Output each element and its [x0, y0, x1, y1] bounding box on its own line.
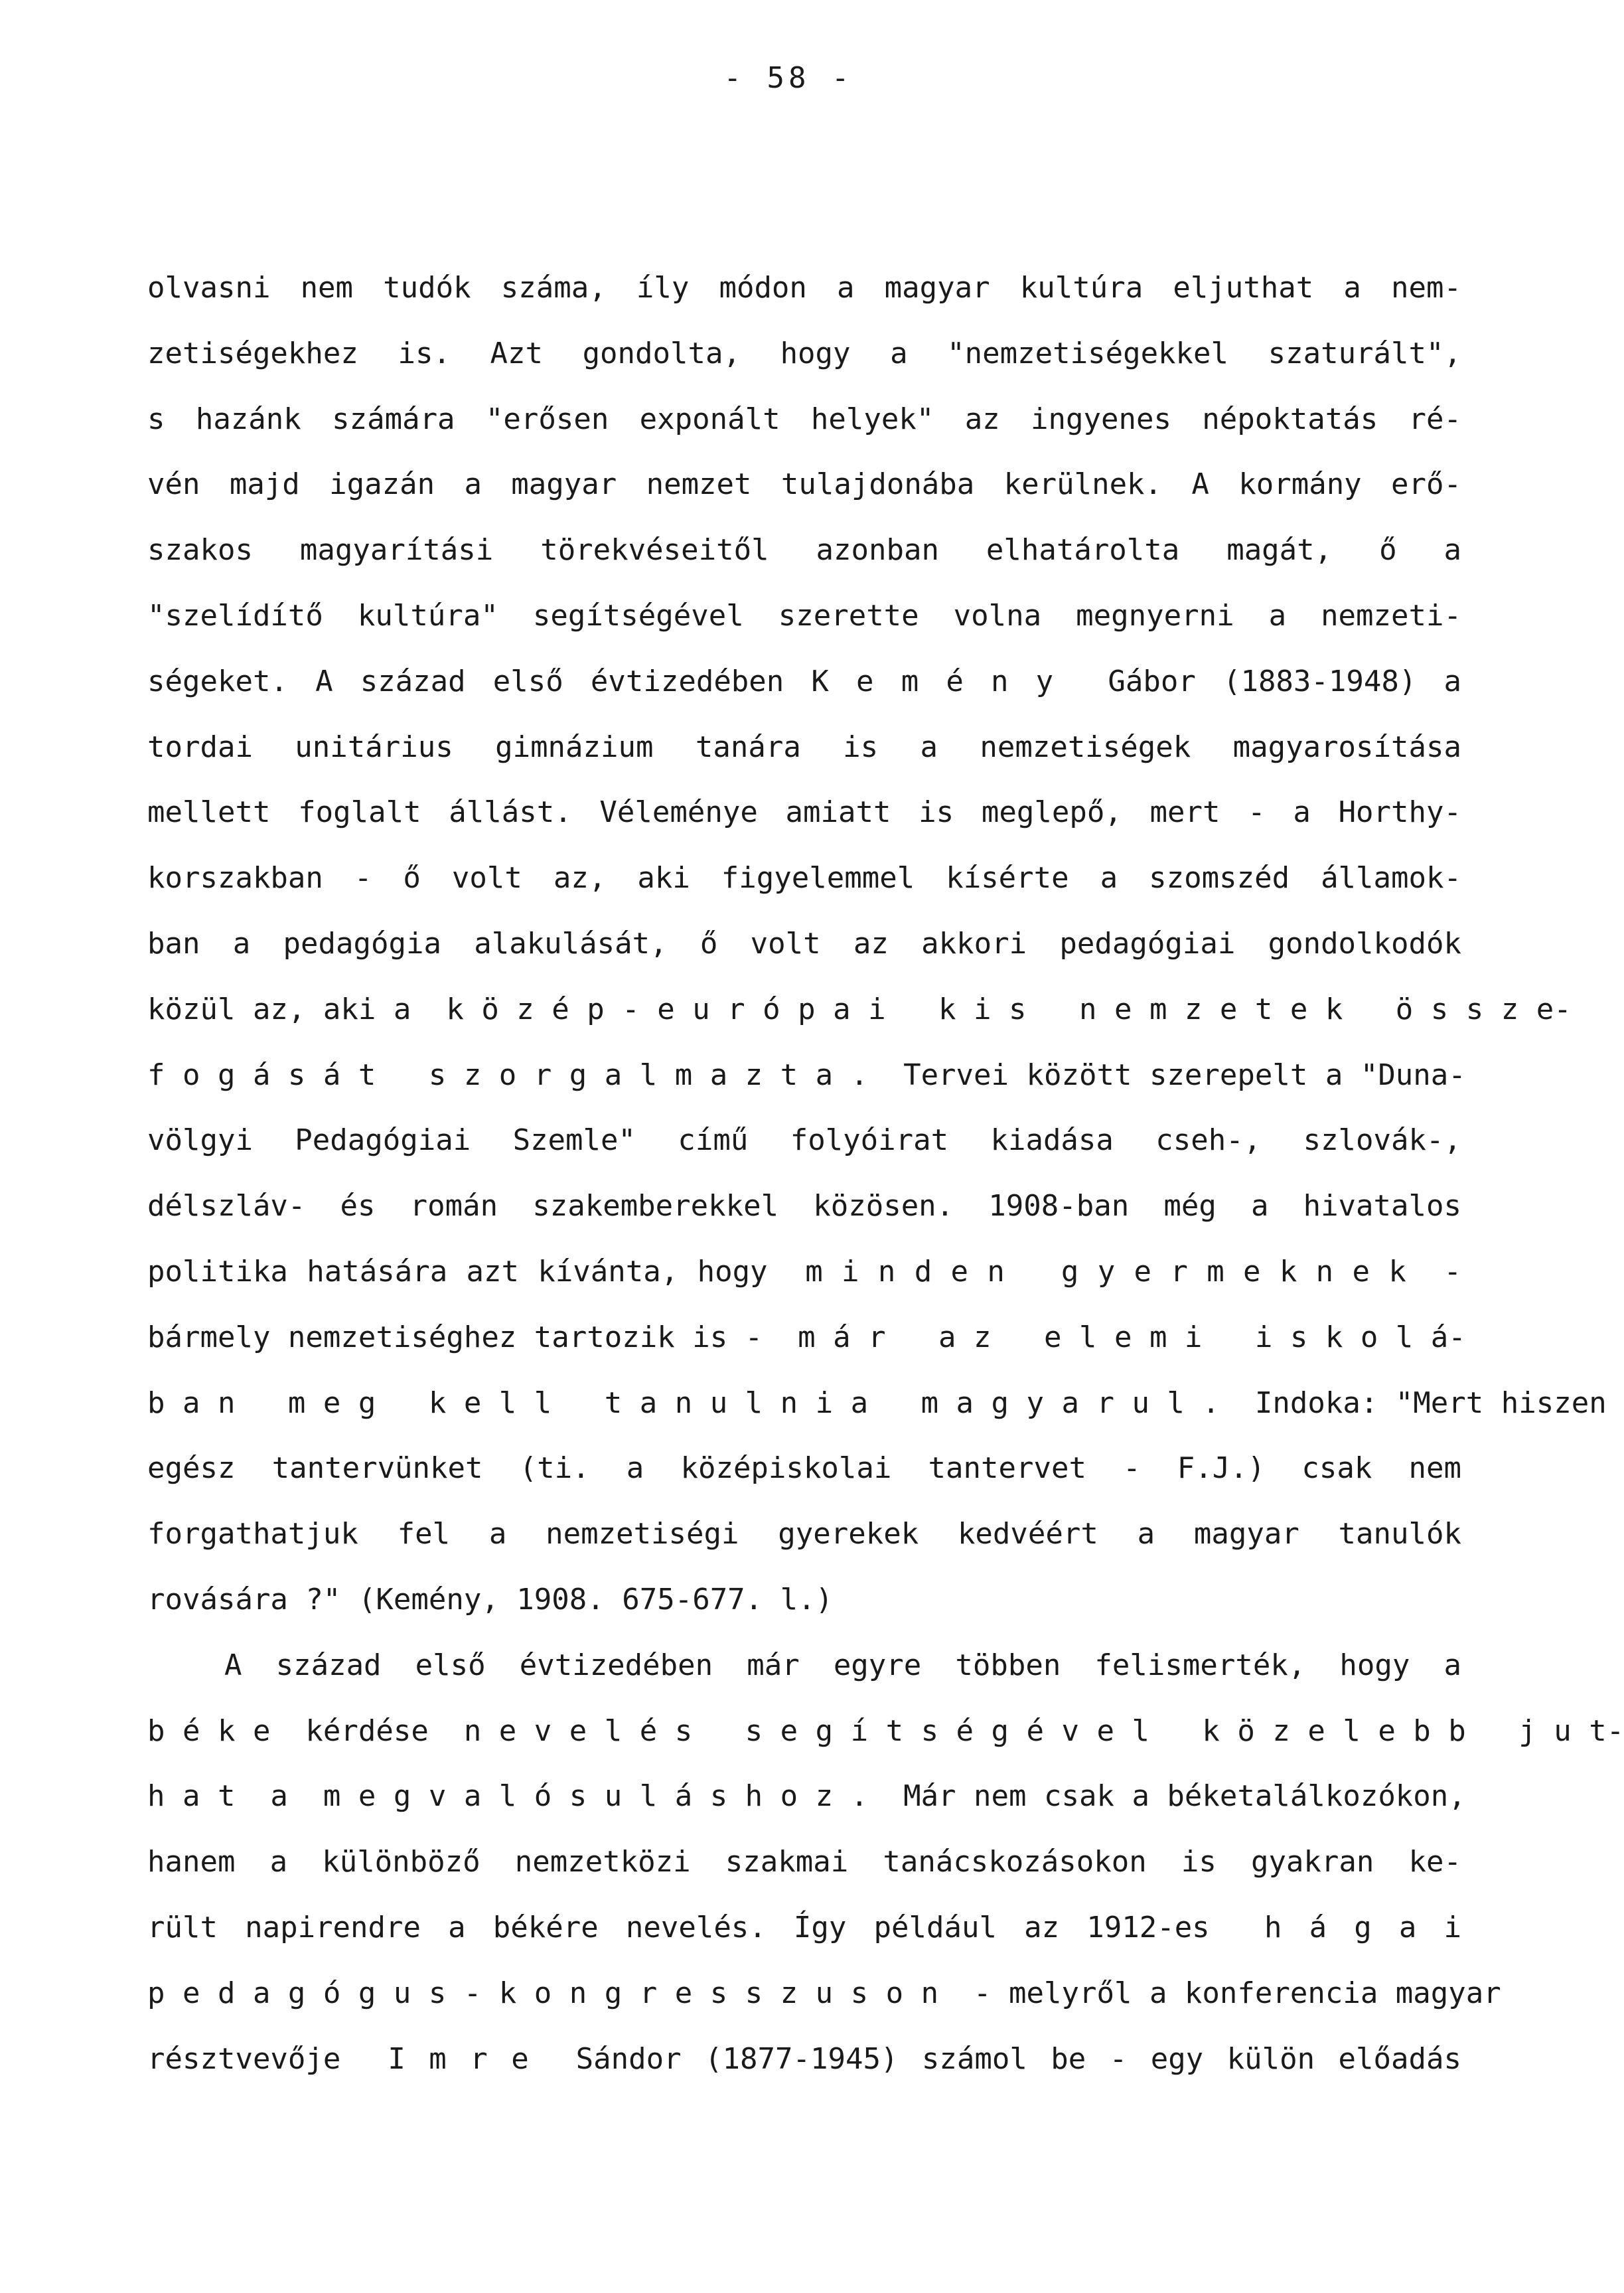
text-line: b é k e kérdése n e v e l é s s e g í t s é g é v e l k ö z e l e b b j u t- — [147, 1713, 1624, 1748]
text-line: völgyi Pedagógiai Szemle" című folyóirat kiadása cseh-, szlovák-, — [147, 1123, 1461, 1158]
text-line: szakos magyarítási törekvéseitől azonban elhatárolta magát, ő a — [147, 533, 1461, 568]
text-line: korszakban - ő volt az, aki figyelemmel kísérte a szomszéd államok- — [147, 861, 1461, 896]
text-line: mellett foglalt állást. Véleménye amiatt is meglepő, mert - a Horthy- — [147, 795, 1461, 830]
text-line: olvasni nem tudók száma, íly módon a magyar kultúra eljuthat a nem- — [147, 271, 1461, 305]
text-line: közül az, aki a k ö z é p - e u r ó p a i k i s n e m z e t e k ö s s z e- — [147, 992, 1572, 1026]
text-line: rült napirendre a békére nevelés. Így például az 1912-es h á g a i — [147, 1910, 1461, 1944]
text-line: ban a pedagógia alakulását, ő volt az akkori pedagógiai gondolkodók — [147, 926, 1461, 961]
text-line: forgathatjuk fel a nemzetiségi gyerekek kedvéért a magyar tanulók — [147, 1517, 1461, 1551]
text-line: f o g á s á t s z o r g a l m a z t a . Tervei között szerepelt a "Duna- — [147, 1058, 1466, 1092]
text-line: délszláv- és román szakemberekkel közösen. 1908-ban még a hivatalos — [147, 1189, 1461, 1224]
text-line: politika hatására azt kívánta, hogy m i n d e n g y e r m e k n e k - — [147, 1254, 1461, 1289]
text-line: ségeket. A század első évtizedében K e m é n y Gábor (1883-1948) a — [147, 664, 1461, 698]
body-text — [147, 256, 1624, 2092]
text-line: résztvevője I m r e Sándor (1877-1945) számol be - egy külön előadás — [147, 2041, 1461, 2076]
text-line: "szelídítő kultúra" segítségével szerette volna megnyerni a nemzeti- — [147, 598, 1461, 633]
text-line: vén majd igazán a magyar nemzet tulajdonába kerülnek. A kormány erő- — [147, 467, 1461, 502]
text-line: s hazánk számára "erősen exponált helyek" az ingyenes népoktatás ré- — [147, 402, 1461, 436]
text-line: rovására ?" (Kemény, 1908. 675-677. l.) — [147, 1582, 834, 1617]
text-line: p e d a g ó g u s - k o n g r e s s z u s o n - melyről a konferencia magyar — [147, 1976, 1501, 2010]
text-line: egész tantervünket (ti. a középiskolai tantervet - F.J.) csak nem — [147, 1451, 1461, 1486]
page-number: - 58 - — [723, 61, 853, 95]
text-line: A század első évtizedében már egyre többen felismerték, hogy a — [224, 1648, 1461, 1682]
text-line: zetiségekhez is. Azt gondolta, hogy a "nemzetiségekkel szaturált", — [147, 336, 1461, 370]
text-line: h a t a m e g v a l ó s u l á s h o z . Már nem csak a béketalálkozókon, — [147, 1779, 1466, 1814]
text-line: bármely nemzetiséghez tartozik is - m á r a z e l e m i i s k o l á- — [147, 1320, 1466, 1354]
text-line: b a n m e g k e l l t a n u l n i a m a g y a r u l . Indoka: "Mert hiszen — [147, 1385, 1607, 1420]
text-line: tordai unitárius gimnázium tanára is a nemzetiségek magyarosítása — [147, 730, 1461, 764]
text-line: hanem a különböző nemzetközi szakmai tanácskozásokon is gyakran ke- — [147, 1845, 1461, 1879]
